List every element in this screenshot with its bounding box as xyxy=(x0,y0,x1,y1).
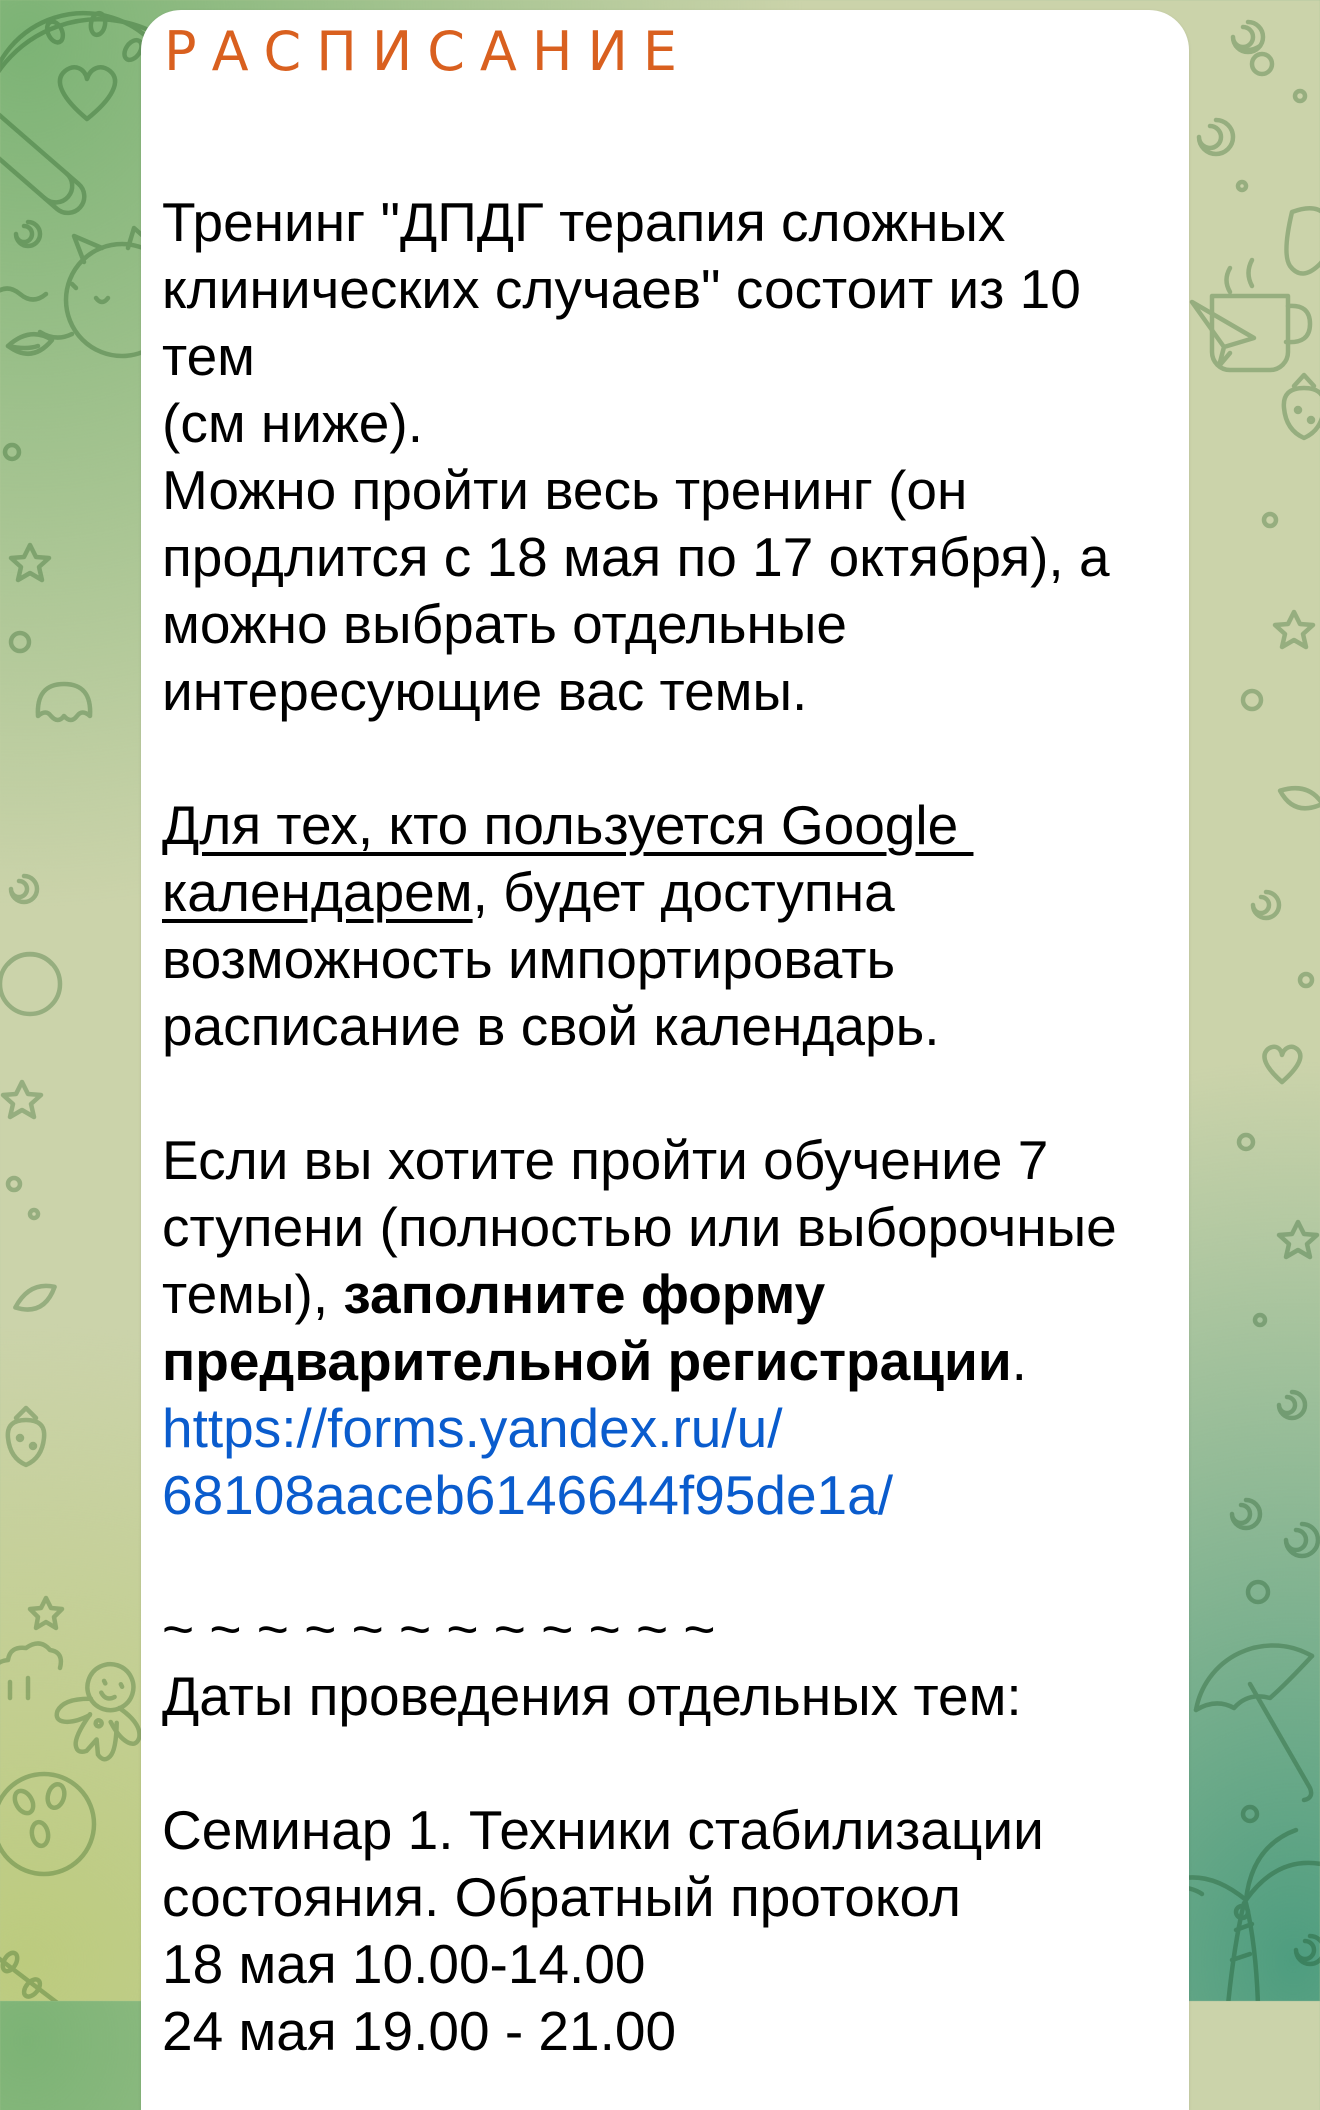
text-segment: клинических случаев" состоит из 10 тем xyxy=(162,258,1097,387)
text-segment: темы), xyxy=(162,1263,344,1325)
text-segment: Можно пройти весь тренинг (он xyxy=(162,459,968,521)
message-text-line xyxy=(162,1663,1168,1730)
heart-doodle-icon xyxy=(60,67,115,119)
text-segment: предварительной регистрации xyxy=(162,1330,1012,1392)
message-text-line xyxy=(162,591,1168,658)
message-text-line xyxy=(162,457,1168,524)
dot-doodle-icon xyxy=(1248,1582,1268,1602)
text-segment: ступени (полностью или выборочные xyxy=(162,1196,1117,1258)
message-text-line xyxy=(162,792,1168,859)
text-segment: Тренинг "ДПДГ терапия сложных xyxy=(162,191,1006,253)
strawberry-doodle-icon xyxy=(1284,375,1320,438)
mitten-doodle-icon xyxy=(1286,208,1320,273)
dot-doodle-icon xyxy=(1238,182,1246,190)
text-segment: , будет доступна xyxy=(472,861,895,923)
star-doodle-icon xyxy=(30,1598,62,1628)
dot-doodle-icon xyxy=(8,1178,20,1190)
text-segment: . xyxy=(1011,1330,1027,1392)
umbrella-doodle-icon xyxy=(1196,1645,1312,1800)
text-segment: ~ ~ ~ ~ ~ ~ ~ ~ ~ ~ ~ ~ xyxy=(162,1598,716,1660)
message-bubble xyxy=(141,10,1189,2110)
dot-doodle-icon xyxy=(1255,1315,1265,1325)
text-segment: можно выбрать отдельные xyxy=(162,593,848,655)
dot-doodle-icon xyxy=(1252,54,1272,74)
message-text-line xyxy=(162,1328,1168,1395)
message-text-line xyxy=(162,1462,1168,1529)
message-text-line xyxy=(162,1864,1168,1931)
message-text-line xyxy=(162,1194,1168,1261)
star-doodle-icon xyxy=(11,545,49,580)
dot-doodle-icon xyxy=(1239,1135,1253,1149)
message-text-line xyxy=(162,1395,1168,1462)
message-text-line xyxy=(162,390,1168,457)
swirl-doodle-icon xyxy=(11,876,37,902)
text-segment: Для тех, кто пользуется Google xyxy=(162,794,974,856)
text-segment: расписание в свой календарь. xyxy=(162,995,940,1057)
text-segment: состояния. Обратный протокол xyxy=(162,1866,962,1928)
star-doodle-icon xyxy=(1275,612,1313,647)
text-segment: Семинар 1. Техники стабилизации xyxy=(162,1799,1044,1861)
leaf-doodle-icon xyxy=(8,334,52,353)
message-text-line xyxy=(162,524,1168,591)
dot-doodle-icon xyxy=(1243,1807,1257,1821)
message-text-line xyxy=(162,926,1168,993)
registration-link[interactable]: 68108aaceb6146644f95de1a/ xyxy=(162,1464,894,1526)
strawberry-doodle-icon xyxy=(8,1408,44,1465)
message-text-line xyxy=(162,256,1168,390)
swirl-doodle-icon xyxy=(1286,1524,1318,1556)
message-text-line xyxy=(162,1596,1168,1663)
blank-line xyxy=(162,1529,1168,1596)
dot-doodle-icon xyxy=(1264,514,1276,526)
dot-doodle-icon xyxy=(1295,91,1305,101)
swirl-doodle-icon xyxy=(1279,1392,1305,1418)
text-segment: заполните форму xyxy=(343,1263,826,1325)
bowling-ball-doodle-icon xyxy=(0,1774,94,1874)
swirl-doodle-icon xyxy=(1296,1936,1320,1964)
swirl-doodle-icon xyxy=(1199,120,1233,154)
text-segment: (см ниже). xyxy=(162,392,423,454)
schedule-title: РАСПИСАНИЕ xyxy=(164,20,692,83)
message-text-line xyxy=(162,1261,1168,1328)
watermelon-doodle-icon xyxy=(0,1932,64,2001)
leaf-doodle-icon xyxy=(11,1281,59,1314)
message-text-line xyxy=(162,1127,1168,1194)
dot-doodle-icon xyxy=(1243,691,1261,709)
text-segment: интересующие вас темы. xyxy=(162,660,808,722)
message-text-line xyxy=(162,1998,1168,2065)
message-text-line xyxy=(162,1797,1168,1864)
blank-line xyxy=(162,1060,1168,1127)
dot-doodle-icon xyxy=(1300,974,1312,986)
text-segment: Даты проведения отдельных тем: xyxy=(162,1665,1022,1727)
coconut-doodle-icon xyxy=(0,954,60,1014)
dot-doodle-icon xyxy=(5,445,19,459)
shell-doodle-icon xyxy=(1232,1500,1260,1528)
paper-plane-doodle-icon xyxy=(1192,302,1254,366)
blank-line xyxy=(162,1730,1168,1797)
heart-doodle-icon xyxy=(1264,1047,1300,1082)
message-text xyxy=(162,189,1168,2065)
swirl-doodle-icon xyxy=(1253,892,1279,918)
message-text-line xyxy=(162,859,1168,926)
leaf-doodle-icon xyxy=(1277,780,1320,816)
message-text-line xyxy=(162,993,1168,1060)
blank-line xyxy=(162,725,1168,792)
text-segment: календарем xyxy=(162,861,473,923)
message-text-line xyxy=(162,658,1168,725)
ghost-doodle-icon xyxy=(38,684,90,720)
text-segment: Если вы хотите пройти обучение 7 xyxy=(162,1129,1049,1191)
message-text-line xyxy=(162,189,1168,256)
message-text-line xyxy=(162,1931,1168,1998)
broccoli-doodle-icon xyxy=(0,1643,61,1698)
text-segment: 18 мая 10.00-14.00 xyxy=(162,1933,646,1995)
star-doodle-icon xyxy=(1279,1222,1317,1257)
registration-link[interactable]: https://forms.yandex.ru/u/ xyxy=(162,1397,783,1459)
wave-doodle-icon xyxy=(0,289,46,300)
dot-doodle-icon xyxy=(11,633,29,651)
star-doodle-icon xyxy=(3,1082,41,1117)
text-segment: 24 мая 19.00 - 21.00 xyxy=(162,2000,677,2062)
text-segment: продлится с 18 мая по 17 октября), а xyxy=(162,526,1110,588)
text-segment: возможность импортировать xyxy=(162,928,896,990)
dot-doodle-icon xyxy=(30,1210,38,1218)
shell-doodle-icon xyxy=(1233,22,1263,52)
swirl-doodle-icon xyxy=(16,222,40,246)
